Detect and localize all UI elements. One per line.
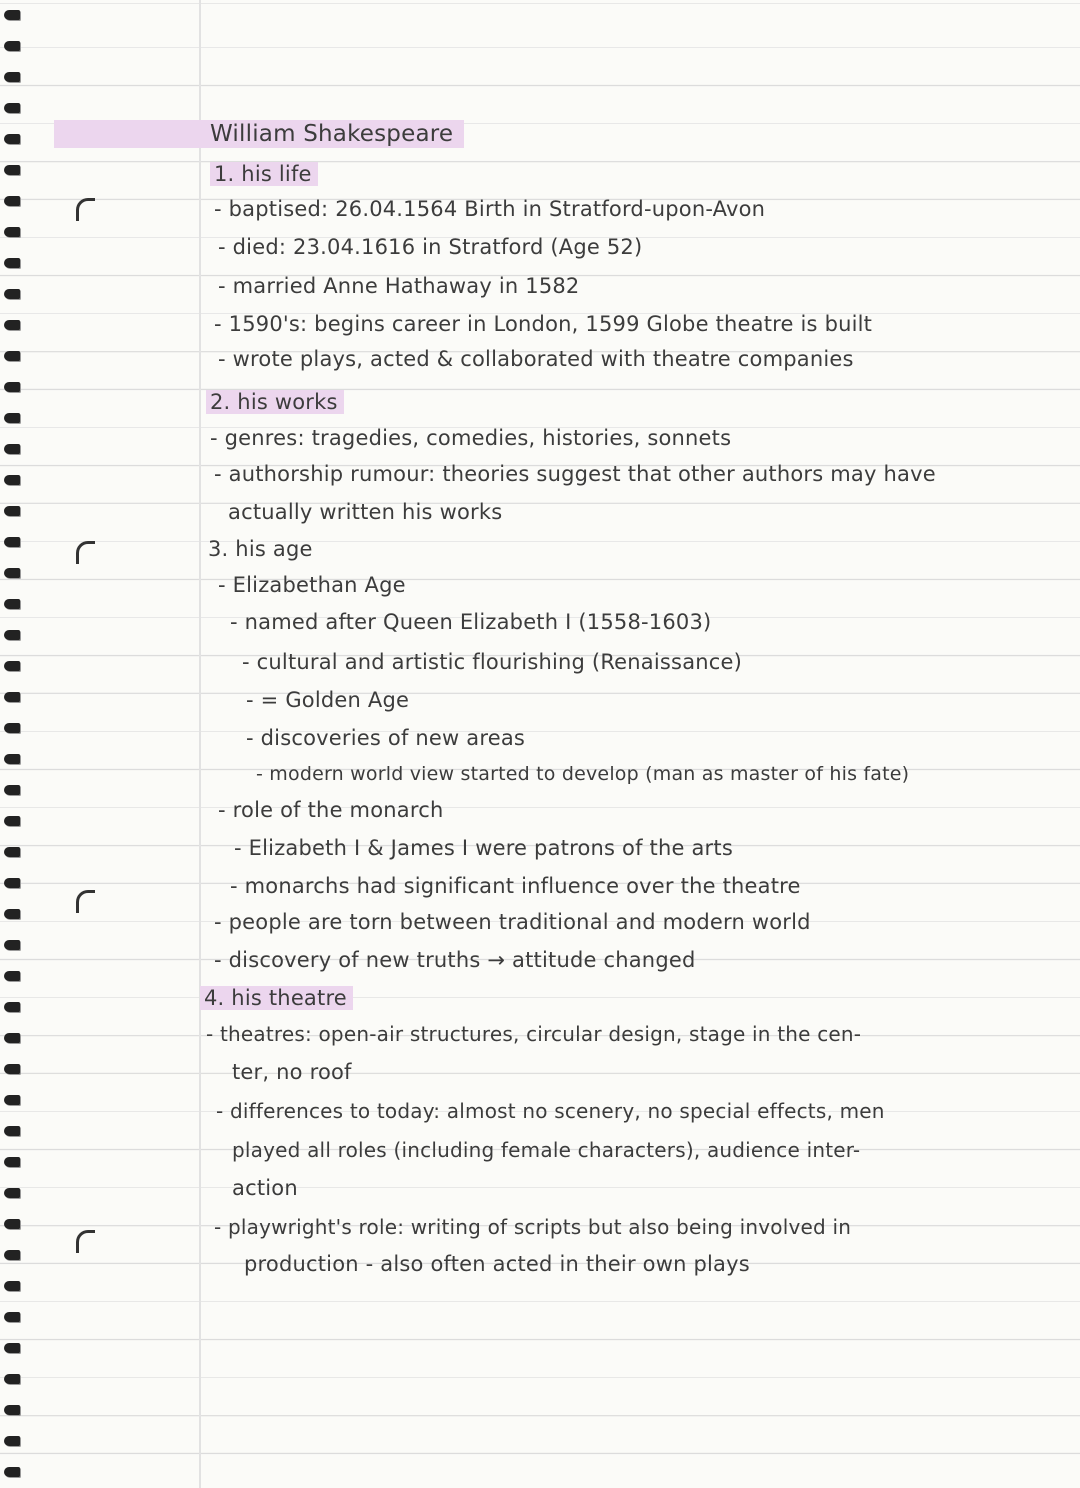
binding-hole xyxy=(4,1405,20,1415)
binding-hole xyxy=(4,475,20,485)
binding-hole xyxy=(4,103,20,113)
ring-hook xyxy=(76,1230,95,1253)
binding-hole xyxy=(4,382,20,392)
binding-hole xyxy=(4,1312,20,1322)
page-title: William Shakespeare xyxy=(210,121,454,147)
binding-hole xyxy=(4,165,20,175)
heading-his-life xyxy=(210,160,318,188)
binding-hole xyxy=(4,1250,20,1260)
binding-hole xyxy=(4,537,20,547)
section-heading: 2. his works xyxy=(206,390,344,414)
binding-hole xyxy=(4,785,20,795)
binding-hole xyxy=(4,134,20,144)
note-line: - discovery of new truths → attitude changed xyxy=(214,948,696,972)
binding-hole xyxy=(4,444,20,454)
binding-hole xyxy=(4,878,20,888)
note-line: - authorship rumour: theories suggest that other authors may have xyxy=(214,462,936,486)
binding-hole xyxy=(4,1126,20,1136)
note-line: - married Anne Hathaway in 1582 xyxy=(218,274,580,298)
note-line: - playwright's role: writing of scripts but also being involved in xyxy=(214,1215,852,1239)
note-line: - role of the monarch xyxy=(218,798,444,822)
binding-hole xyxy=(4,661,20,671)
binding-hole xyxy=(4,196,20,206)
binding-hole xyxy=(4,1095,20,1105)
binding-hole xyxy=(4,971,20,981)
note-line: - people are torn between traditional and modern world xyxy=(214,910,811,934)
margin-line xyxy=(199,0,201,1488)
note-line: - died: 23.04.1616 in Stratford (Age 52) xyxy=(218,235,643,259)
binding-hole xyxy=(4,1157,20,1167)
note-line: - named after Queen Elizabeth I (1558-1603) xyxy=(230,610,712,634)
binding-hole xyxy=(4,1219,20,1229)
binding-hole xyxy=(4,413,20,423)
binding-hole xyxy=(4,506,20,516)
binding-hole xyxy=(4,1343,20,1353)
note-line: production - also often acted in their own plays xyxy=(244,1252,750,1276)
binding-hole xyxy=(4,320,20,330)
note-line: - differences to today: almost no scenery, no special effects, men xyxy=(216,1099,885,1123)
note-line: - discoveries of new areas xyxy=(246,726,526,750)
spiral-binding xyxy=(0,0,40,1488)
binding-hole xyxy=(4,1033,20,1043)
heading-his-works xyxy=(206,388,344,416)
binding-hole xyxy=(4,754,20,764)
section-heading: 1. his life xyxy=(210,162,318,186)
binding-hole xyxy=(4,1436,20,1446)
section-heading: 3. his age xyxy=(208,537,313,561)
binding-hole xyxy=(4,227,20,237)
binding-hole xyxy=(4,909,20,919)
section-heading: 4. his theatre xyxy=(200,986,353,1010)
note-line: played all roles (including female characters), audience inter- xyxy=(232,1138,861,1162)
binding-hole xyxy=(4,258,20,268)
binding-hole xyxy=(4,723,20,733)
note-line: - modern world view started to develop (man as master of his fate) xyxy=(256,763,910,785)
note-line: - cultural and artistic flourishing (Renaissance) xyxy=(242,650,743,674)
binding-hole xyxy=(4,1281,20,1291)
ring-hook xyxy=(76,198,95,221)
binding-hole xyxy=(4,630,20,640)
ring-hook xyxy=(76,541,95,564)
note-line: ter, no roof xyxy=(232,1060,352,1084)
binding-hole xyxy=(4,692,20,702)
binding-hole xyxy=(4,847,20,857)
binding-hole xyxy=(4,1374,20,1384)
binding-hole xyxy=(4,940,20,950)
note-line: - monarchs had significant influence over the theatre xyxy=(230,874,801,898)
heading-his-theatre xyxy=(200,984,353,1012)
note-line: - baptised: 26.04.1564 Birth in Stratford-upon-Avon xyxy=(214,197,766,221)
note-line: - Elizabethan Age xyxy=(218,573,406,597)
binding-hole xyxy=(4,1188,20,1198)
note-line: - theatres: open-air structures, circular design, stage in the cen- xyxy=(206,1022,862,1046)
binding-hole xyxy=(4,1467,20,1477)
note-line: - wrote plays, acted & collaborated with theatre companies xyxy=(218,347,854,371)
binding-hole xyxy=(4,599,20,609)
note-line: action xyxy=(232,1176,298,1200)
binding-hole xyxy=(4,41,20,51)
binding-hole xyxy=(4,289,20,299)
note-line: - Elizabeth I & James I were patrons of the arts xyxy=(234,836,733,860)
note-line: - genres: tragedies, comedies, histories, sonnets xyxy=(210,426,732,450)
binding-hole xyxy=(4,10,20,20)
note-line: actually written his works xyxy=(228,500,503,524)
note-line: - = Golden Age xyxy=(246,688,410,712)
ring-hook xyxy=(76,890,95,913)
binding-hole xyxy=(4,1064,20,1074)
binding-hole xyxy=(4,72,20,82)
binding-hole xyxy=(4,568,20,578)
binding-hole xyxy=(4,351,20,361)
binding-hole xyxy=(4,816,20,826)
binding-hole xyxy=(4,1002,20,1012)
note-line: - 1590's: begins career in London, 1599 Globe theatre is built xyxy=(214,312,873,336)
